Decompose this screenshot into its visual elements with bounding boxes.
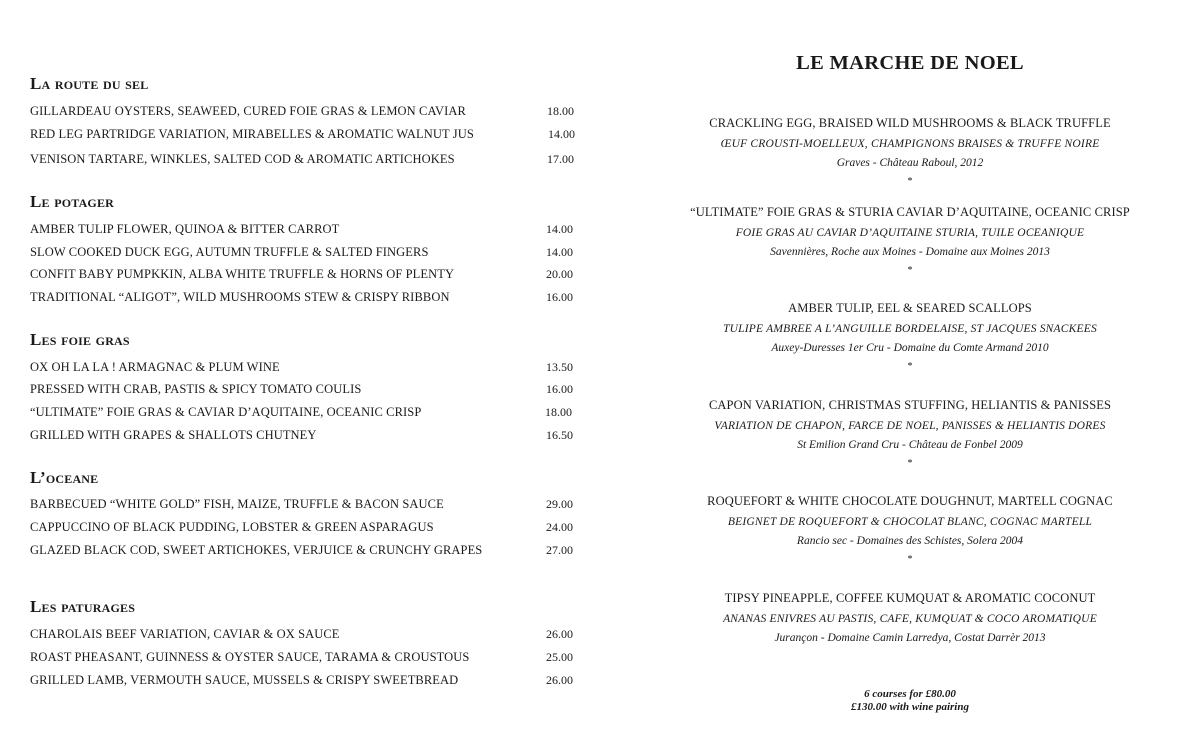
menu-item-price: 24.00 bbox=[546, 520, 573, 534]
menu-item-price: 16.00 bbox=[546, 382, 573, 396]
menu-item-price: 18.00 bbox=[545, 405, 572, 419]
menu-item: SLOW COOKED DUCK EGG, AUTUMN TRUFFLE & SALTED FINGERS bbox=[30, 245, 429, 259]
menu-item-price: 26.00 bbox=[546, 627, 573, 641]
menu-item-price: 20.00 bbox=[546, 267, 573, 281]
menu-item: CONFIT BABY PUMPKKIN, ALBA WHITE TRUFFLE & HORNS OF PLENTY bbox=[30, 267, 455, 281]
tasting-course bbox=[650, 591, 1170, 644]
tasting-course bbox=[650, 116, 1170, 187]
menu-item: ROAST PHEASANT, GUINNESS & OYSTER SAUCE, TARAMA & CROUSTOUS bbox=[30, 650, 470, 664]
wine-pairing: Rancio sec - Domaines des Schistes, Solera 2004 bbox=[796, 535, 1024, 547]
course-name-english: CAPON VARIATION, CHRISTMAS STUFFING, HELIANTIS & PANISSES bbox=[708, 398, 1112, 412]
section-title: La route du sel bbox=[30, 74, 149, 93]
menu-item-price: 13.50 bbox=[546, 360, 573, 374]
menu-item: “ULTIMATE” FOIE GRAS & CAVIAR D’AQUITAINE, OCEANIC CRISP bbox=[30, 405, 422, 419]
course-name-french: FOIE GRAS AU CAVIAR D’AQUITAINE STURIA, TUILE OCEANIQUE bbox=[735, 227, 1085, 239]
menu-item-price: 14.00 bbox=[546, 245, 573, 259]
course-name-english: ROQUEFORT & WHITE CHOCOLATE DOUGHNUT, MARTELL COGNAC bbox=[707, 494, 1113, 508]
menu-item-price: 16.00 bbox=[546, 290, 573, 304]
menu-item-price: 25.00 bbox=[546, 650, 573, 664]
course-name-french: VARIATION DE CHAPON, FARCE DE NOEL, PANISSES & HELIANTIS DORES bbox=[714, 420, 1106, 432]
tasting-course bbox=[650, 301, 1170, 372]
course-name-english: AMBER TULIP, EEL & SEARED SCALLOPS bbox=[788, 301, 1032, 315]
course-name-english: TIPSY PINEAPPLE, COFFEE KUMQUAT & AROMATIC COCONUT bbox=[724, 591, 1096, 605]
menu-item: TRADITIONAL “ALIGOT”, WILD MUSHROOMS STEW & CRISPY RIBBON bbox=[30, 290, 450, 304]
menu-item: GILLARDEAU OYSTERS, SEAWEED, CURED FOIE GRAS & LEMON CAVIAR bbox=[30, 104, 466, 118]
menu-item: GRILLED LAMB, VERMOUTH SAUCE, MUSSELS & CRISPY SWEETBREAD bbox=[30, 673, 459, 687]
menu-item-price: 29.00 bbox=[546, 497, 573, 511]
menu-item: VENISON TARTARE, WINKLES, SALTED COD & AROMATIC ARTICHOKES bbox=[30, 152, 455, 166]
menu-item: CAPPUCCINO OF BLACK PUDDING, LOBSTER & GREEN ASPARAGUS bbox=[30, 520, 434, 534]
wine-pairing: Jurançon - Domaine Camin Larredya, Costat Darrèr 2013 bbox=[774, 632, 1046, 644]
menu-item-price: 14.00 bbox=[546, 222, 573, 236]
tasting-course bbox=[650, 205, 1170, 276]
tasting-course bbox=[650, 494, 1170, 565]
wine-pairing: Auxey-Duresses 1er Cru - Domaine du Comte Armand 2010 bbox=[771, 342, 1049, 354]
menu-item: PRESSED WITH CRAB, PASTIS & SPICY TOMATO COULIS bbox=[30, 382, 362, 396]
course-name-french: TULIPE AMBREE A L’ANGUILLE BORDELAISE, ST JACQUES SNACKEES bbox=[723, 323, 1097, 335]
wine-pairing-price: £130.00 with wine pairing bbox=[851, 701, 969, 713]
menu-item: GLAZED BLACK COD, SWEET ARTICHOKES, VERJUICE & CRUNCHY GRAPES bbox=[30, 543, 483, 557]
section-title: Le potager bbox=[30, 192, 115, 211]
menu-item-price: 18.00 bbox=[547, 104, 574, 118]
course-separator: * bbox=[907, 458, 913, 469]
wine-pairing: St Emilion Grand Cru - Château de Fonbel 2009 bbox=[797, 439, 1023, 451]
menu-item: AMBER TULIP FLOWER, QUINOA & BITTER CARROT bbox=[30, 222, 340, 236]
course-name-french: BEIGNET DE ROQUEFORT & CHOCOLAT BLANC, COGNAC MARTELL bbox=[727, 516, 1093, 528]
menu-item: CHAROLAIS BEEF VARIATION, CAVIAR & OX SAUCE bbox=[30, 627, 340, 641]
menu-item-price: 26.00 bbox=[546, 673, 573, 687]
course-price: 6 courses for £80.00 bbox=[864, 688, 956, 700]
course-name-french: ŒUF CROUSTI-MOELLEUX, CHAMPIGNONS BRAISES & TRUFFE NOIRE bbox=[720, 138, 1100, 150]
tasting-menu-title: LE MARCHE DE NOEL bbox=[796, 52, 1024, 74]
wine-pairing: Graves - Château Raboul, 2012 bbox=[836, 157, 984, 169]
menu-item: RED LEG PARTRIDGE VARIATION, MIRABELLES & AROMATIC WALNUT JUS bbox=[30, 127, 474, 141]
course-separator: * bbox=[907, 554, 913, 565]
menu-item-price: 16.50 bbox=[546, 428, 573, 442]
tasting-course bbox=[650, 398, 1170, 469]
menu-item: OX OH LA LA ! ARMAGNAC & PLUM WINE bbox=[30, 360, 280, 374]
section-title: Les foie gras bbox=[30, 330, 130, 349]
section-title: L’oceane bbox=[30, 468, 99, 487]
tasting-menu-price bbox=[650, 688, 1170, 714]
menu-item-price: 14.00 bbox=[548, 127, 575, 141]
wine-pairing: Savennières, Roche aux Moines - Domaine aux Moines 2013 bbox=[770, 246, 1050, 258]
menu-item-price: 17.00 bbox=[547, 152, 574, 166]
course-separator: * bbox=[907, 176, 913, 187]
course-name-french: ANANAS ENIVRES AU PASTIS, CAFE, KUMQUAT & COCO AROMATIQUE bbox=[723, 613, 1097, 625]
menu-item: BARBECUED “WHITE GOLD” FISH, MAIZE, TRUFFLE & BACON SAUCE bbox=[30, 497, 444, 511]
course-name-english: CRACKLING EGG, BRAISED WILD MUSHROOMS & BLACK TRUFFLE bbox=[709, 116, 1111, 130]
section-title: Les paturages bbox=[30, 597, 136, 616]
menu-item-price: 27.00 bbox=[546, 543, 573, 557]
course-separator: * bbox=[907, 265, 913, 276]
menu-item: GRILLED WITH GRAPES & SHALLOTS CHUTNEY bbox=[30, 428, 317, 442]
course-name-english: “ULTIMATE” FOIE GRAS & STURIA CAVIAR D’AQUITAINE, OCEANIC CRISP bbox=[690, 205, 1130, 219]
course-separator: * bbox=[907, 361, 913, 372]
